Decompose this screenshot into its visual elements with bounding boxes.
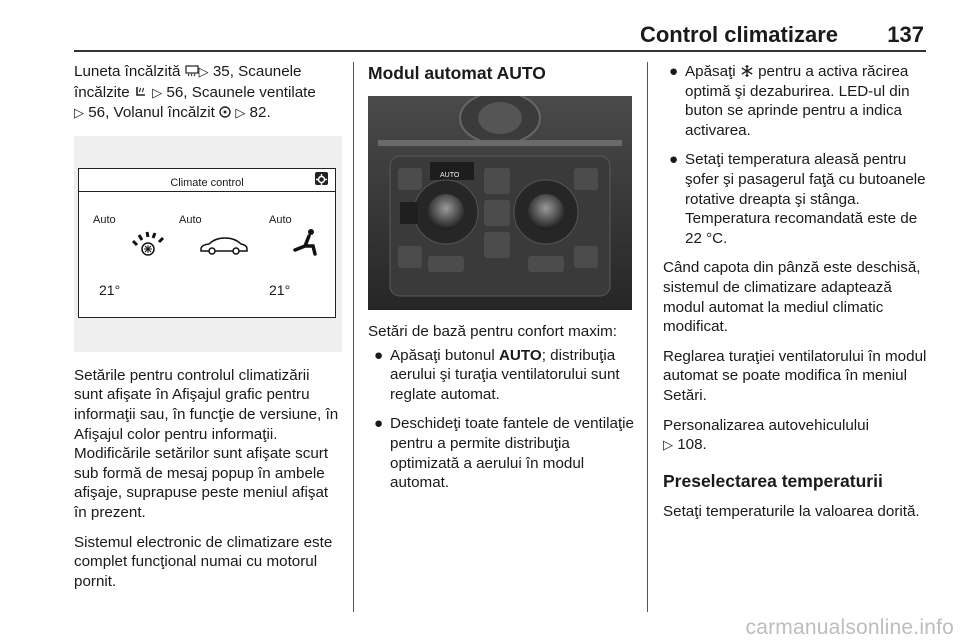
seat-ventilation-icon [289, 227, 321, 257]
intro-paragraph: Luneta încălzită ▷ 35, Scaunele încălzite ▷ 56, Scaunele ventilate ▷ 56, Volanul încălzit ▷ 82. [74, 63, 316, 122]
temp-right: 21° [269, 281, 291, 298]
auto-button-label: AUTO [440, 172, 460, 179]
ref-arrow-icon: ▷ [74, 106, 84, 122]
auto-label-fan: Auto [93, 213, 116, 226]
header-rule [74, 50, 926, 52]
column-2 [368, 62, 634, 503]
soft-top-paragraph: Când capota din pânză este deschisă, sistemul de climatizare adaptează modul automat la mediul climatic modificat. [663, 259, 921, 336]
climate-panel-illustration [368, 96, 632, 310]
page-header [0, 0, 960, 52]
heated-seat-icon [134, 85, 148, 99]
page-title: Control climatizare [639, 22, 838, 47]
display-settings-paragraph: Setările pentru controlul climatizării sunt afişate în Afişajul grafic pentru informaţii sau, în funcţie de versiune, în Afişajul color pentru informaţii. Modificările setărilor sunt afişate scurt sub formă de mesaj popup în ambele afişaje, suprapuse peste meniul afişat în prezent. [74, 366, 339, 521]
screen-title: Climate control [170, 176, 244, 189]
list-item: ● Setaţi temperatura aleasă pentru şofer şi pasagerul faţă cu butoanele rotative dreapta şi stânga. Temperatura recomandată este de 22 °C. [669, 151, 926, 247]
settings-gear-icon [315, 172, 328, 185]
list-item: ● Deschideţi toate fantele de ventilaţie pentru a permite distribuţia optimizată a aerului în modul automat. [374, 415, 635, 492]
list-item: ● Apăsaţi pentru a activa răcirea optimă şi dezaburirea. LED-ul din buton se aprinde pentru a indica activarea. [669, 63, 910, 139]
preselect-paragraph: Setaţi temperaturile la valoarea dorită. [663, 502, 920, 520]
air-distribution-car-icon [199, 235, 249, 255]
column-3 [663, 62, 929, 531]
section-heading-preselect: Preselectarea temperaturii [663, 470, 883, 491]
climate-display-figure [74, 136, 342, 352]
heated-steering-wheel-icon [219, 106, 231, 118]
ref-arrow-icon: ▷ [663, 438, 673, 454]
temp-left: 21° [99, 281, 121, 298]
ref-arrow-icon: ▷ [152, 85, 163, 101]
auto-label-distribution: Auto [179, 213, 202, 226]
column-divider-2 [647, 62, 648, 612]
personalization-paragraph: Personalizarea autovehiculului ▷ 108. [663, 416, 870, 454]
fan-speed-icon [129, 227, 169, 257]
column-1 [74, 62, 342, 601]
comfort-intro: Setări de bază pentru confort maxim: [368, 323, 618, 340]
screen-divider [79, 191, 335, 192]
climate-control-screen [78, 168, 336, 318]
column-divider-1 [353, 62, 354, 612]
engine-running-paragraph: Sistemul electronic de climatizare este complet funcţional numai cu motorul pornit. [74, 533, 333, 590]
auto-label-seat: Auto [269, 213, 292, 226]
climate-panel-photo [368, 96, 632, 310]
ref-arrow-icon: ▷ [198, 65, 209, 80]
watermark: carmanualsonline.info [745, 616, 954, 639]
ref-arrow-icon: ▷ [235, 106, 246, 122]
cooling-snowflake-icon [740, 64, 754, 78]
section-heading-auto: Modul automat AUTO [368, 63, 546, 83]
fan-speed-paragraph: Reglarea turaţiei ventilatorului în modul automat se poate modifica în meniul Setări. [663, 347, 927, 404]
list-item: ● Apăsaţi butonul AUTO; distribuţia aerului şi turaţia ventilatorului sunt reglate automat. [374, 346, 620, 403]
heated-rear-window-icon [185, 65, 199, 77]
page-number: 137 [887, 22, 924, 47]
